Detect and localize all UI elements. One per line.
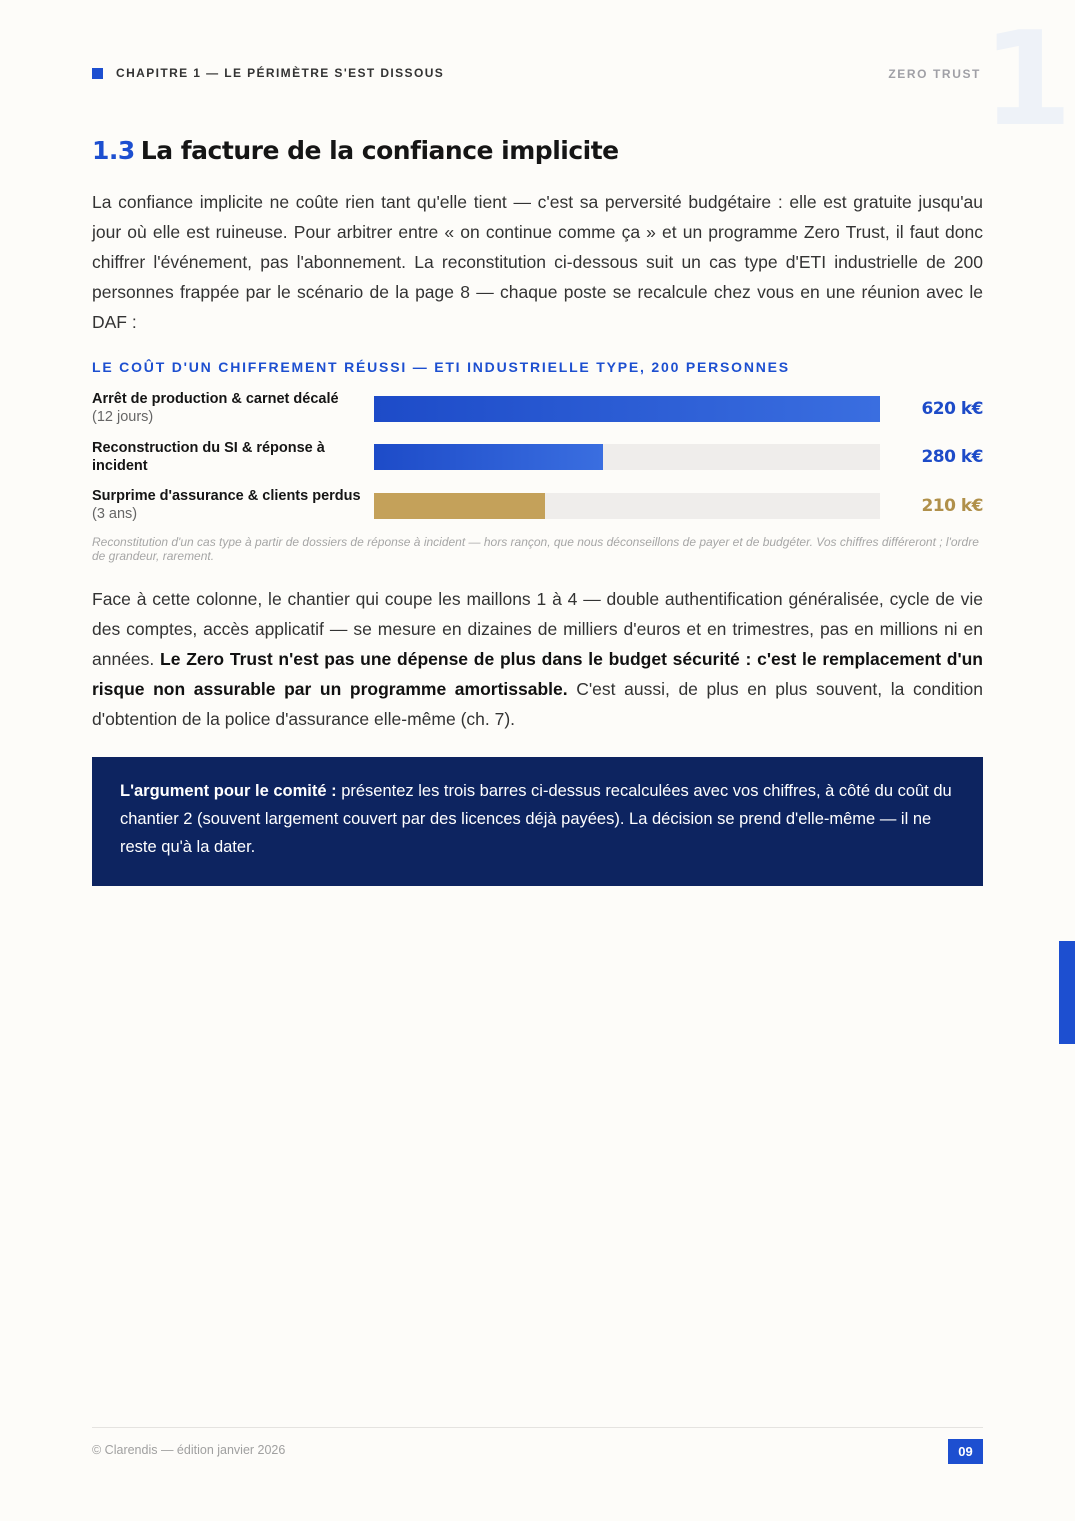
bar-fill	[374, 444, 603, 470]
bar-row	[92, 487, 983, 527]
analysis-paragraph	[92, 584, 983, 734]
header-document-title: ZERO TRUST	[888, 67, 981, 81]
bar-label	[92, 487, 362, 523]
analysis-text-1: Face à cette colonne, le chantier qui coupe les maillons 1 à 4 — double authentification généralisée, cycle de vie des comptes, accès applicatif — se mesure en dizaines de milliers d'euros et en trimestres, pas en millions ni en années.	[92, 589, 983, 669]
bar-label-sub: (12 jours)	[92, 409, 154, 425]
bar-value: 210 k€	[921, 496, 983, 516]
bar-fill	[374, 396, 880, 422]
page-number: 09	[948, 1439, 983, 1464]
bar-label-sub: (3 ans)	[92, 506, 138, 522]
bar-track	[374, 396, 880, 422]
committee-callout	[92, 757, 983, 886]
bar-row	[92, 390, 983, 430]
bar-track	[374, 493, 880, 519]
header-marker	[92, 68, 103, 79]
intro-paragraph: La confiance implicite ne coûte rien tant qu'elle tient — c'est sa perversité budgétaire : elle est gratuite jusqu'au jour où elle est ruineuse. Pour arbitrer entre « on continue comme ça » et un programme Zero Trust, il faut donc chiffrer l'événement, pas l'abonnement. La reconstitution ci-dessous suit un cas type d'ETI industrielle de 200 personnes frappée par le scénario de la page 8 — chaque poste se recalcule chez vous en une réunion avec le DAF :	[92, 192, 983, 332]
callout-text: présentez les trois barres ci-dessus recalculées avec vos chiffres, à côté du coût du chantier 2 (souvent largement couvert par des licences déjà payées). La décision se prend d'elle-même — il ne reste qu'à la dater.	[120, 782, 952, 856]
section-heading	[92, 136, 619, 165]
bar-label: Reconstruction du SI & réponse à incident	[92, 440, 325, 474]
chart-note: Reconstitution d'un cas type à partir de dossiers de réponse à incident — hors rançon, que nous déconseillons de payer et de budgéter. Vos chiffres différeront ; l'ordre de grandeur, rarement.	[92, 535, 979, 563]
bar-label-main: Arrêt de production & carnet décalé	[92, 391, 339, 407]
chapter-watermark-number: 1	[982, 3, 1073, 155]
footer-divider	[92, 1427, 983, 1428]
bar-label-main: Surprime d'assurance & clients perdus	[92, 488, 361, 504]
analysis-bold-statement: Le Zero Trust n'est pas une dépense de plus dans le budget sécurité : c'est le remplacement d'un risque non assurable par un programme amortissable.	[92, 649, 983, 699]
analysis-text-2: C'est aussi, de plus en plus souvent, la condition d'obtention de la police d'assurance elle-même (ch. 7).	[92, 679, 983, 729]
chart-title: LE COÛT D'UN CHIFFREMENT RÉUSSI — ETI INDUSTRIELLE TYPE, 200 PERSONNES	[92, 359, 790, 375]
bar-row	[92, 439, 983, 479]
section-number: 1.3	[92, 136, 135, 165]
header-chapter-title: CHAPITRE 1 — LE PÉRIMÈTRE S'EST DISSOUS	[116, 66, 445, 80]
section-title: La facture de la confiance implicite	[140, 136, 619, 165]
callout-lead: L'argument pour le comité :	[120, 782, 337, 800]
bar-track	[374, 444, 880, 470]
bar-value: 620 k€	[921, 399, 983, 419]
bar-fill	[374, 493, 545, 519]
bar-label	[92, 390, 362, 426]
chapter-side-tab	[1059, 941, 1075, 1044]
footer-copyright: © Clarendis — édition janvier 2026	[92, 1443, 286, 1457]
bar-value: 280 k€	[921, 447, 983, 467]
